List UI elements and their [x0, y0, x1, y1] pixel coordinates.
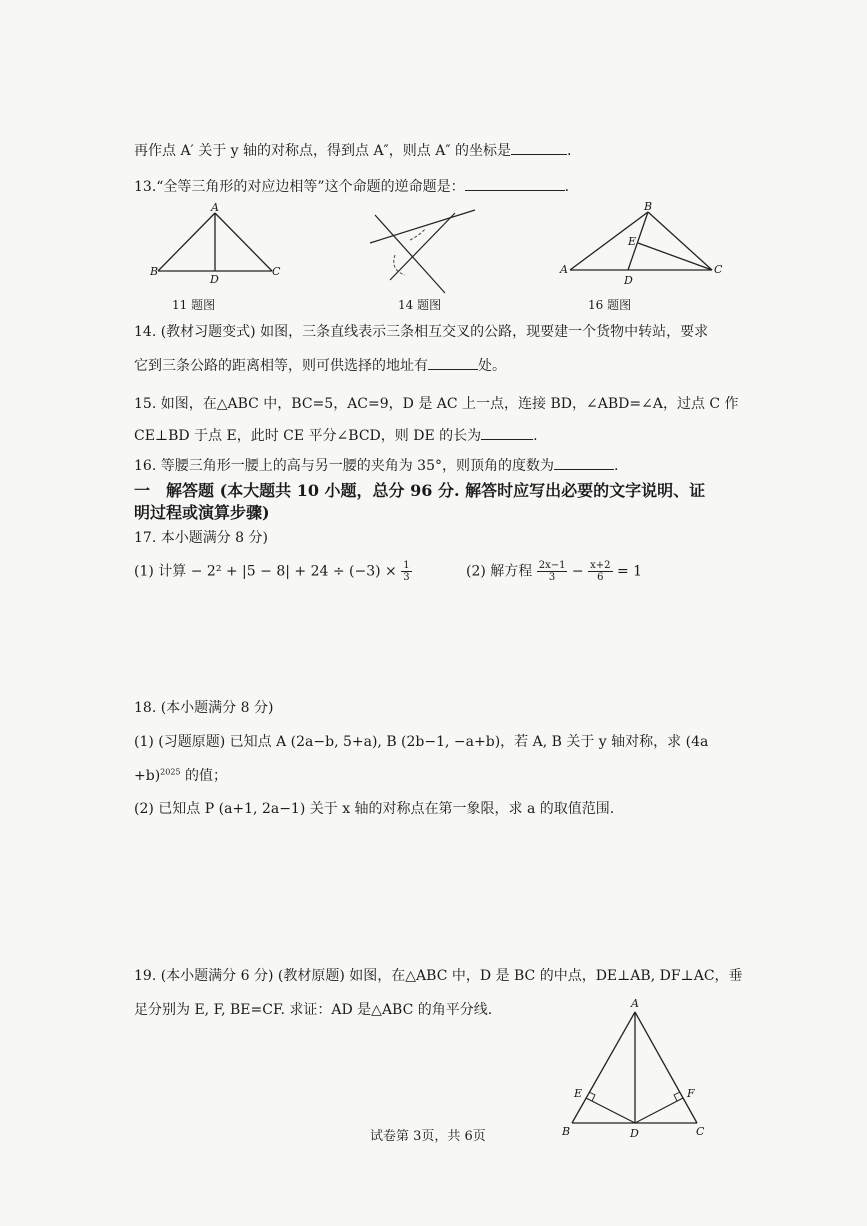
q13-text: 13.“全等三角形的对应边相等”这个命题的逆命题是： [134, 179, 465, 195]
answer-blank [465, 178, 565, 191]
label-b: B [644, 200, 653, 213]
answer-blank [511, 142, 567, 155]
q18-part2: (2) 已知点 P (a+1, 2a−1) 关于 x 轴的对称点在第一象限，求 a 的取值范围. [134, 801, 615, 817]
fraction-denominator: 6 [597, 572, 604, 583]
label-a: A [631, 997, 639, 1010]
q13 [134, 176, 569, 196]
label-b: B [562, 1125, 571, 1138]
q17-part1 [134, 560, 412, 583]
q12-end: . [567, 143, 572, 159]
q14-line1: 14. (教材习题变式) 如图，三条直线表示三条相互交叉的公路，现要建一个货物中转站，要求 [134, 324, 709, 340]
figure-19 [562, 995, 712, 1140]
q18-header: 18. (本小题满分 8 分) [134, 700, 274, 716]
q14-line2 [134, 355, 506, 375]
q15-end: . [533, 428, 538, 444]
label-a: A [560, 263, 568, 276]
caption-fig11: 11 题图 [172, 298, 216, 312]
q16 [134, 455, 618, 475]
page-footer: 试卷第 3页，共 6页 [370, 1129, 486, 1144]
figure-16 [560, 200, 730, 287]
q17-header: 17. 本小题满分 8 分) [134, 530, 268, 546]
q18-text: +b) [134, 768, 161, 784]
label-d: D [624, 274, 633, 287]
label-c: C [272, 265, 281, 278]
q17-part2-text: (2) 解方程 [466, 563, 537, 580]
q14-end: 处。 [478, 358, 506, 374]
q16-end: . [613, 458, 619, 474]
fraction-denominator: 3 [403, 572, 410, 583]
fraction [537, 560, 568, 583]
q18-part1-line2 [134, 765, 227, 785]
q19-line1: 19. (本小题满分 6 分) (教材原题) 如图，在△ABC 中，D 是 BC 的中点，DE⊥AB, DF⊥AC，垂 [134, 968, 743, 984]
fraction-numerator: 2x−1 [538, 560, 566, 571]
fraction [588, 560, 612, 583]
q15-line1: 15. 如图，在△ABC 中，BC=5，AC=9，D 是 AC 上一点，连接 BD，∠ABD=∠A，过点 C 作 [134, 396, 739, 412]
q17-part2 [466, 560, 642, 583]
minus-sign: − [567, 563, 589, 580]
label-f: F [687, 1087, 695, 1100]
fraction [401, 560, 411, 583]
q16-text: 16. 等腰三角形一腰上的高与另一腰的夹角为 35°，则顶角的度数为 [134, 458, 554, 474]
label-b: B [150, 265, 159, 278]
q15-text: CE⊥BD 于点 E，此时 CE 平分∠BCD，则 DE 的长为 [134, 428, 482, 444]
fraction-numerator: 1 [403, 560, 410, 571]
exponent: 2025 [160, 767, 181, 777]
answer-blank [481, 427, 533, 440]
section-heading-line1: 一 解答题 (本大题共 10 小题，总分 96 分. 解答时应写出必要的文字说明、证 [134, 481, 706, 500]
equals-one: = 1 [612, 563, 643, 580]
q19-line2: 足分别为 E, F, BE=CF. 求证：AD 是△ABC 的角平分线. [134, 1002, 493, 1018]
caption-fig16: 16 题图 [588, 298, 632, 312]
q18-text-end: 的值； [180, 768, 227, 784]
caption-fig14: 14 题图 [398, 298, 442, 312]
q12-text: 再作点 A′ 关于 y 轴的对称点，得到点 A″，则点 A″ 的坐标是 [134, 143, 512, 159]
q13-end: . [564, 179, 570, 195]
q18-part1-line1: (1) (习题原题) 已知点 A (2a−b, 5+a), B (2b−1, −a+b)，若 A, B 关于 y 轴对称，求 (4a [134, 734, 709, 750]
label-c: C [696, 1125, 705, 1138]
q12-tail [134, 140, 571, 160]
figure-11 [150, 201, 290, 286]
figure-14 [365, 205, 485, 295]
section-heading-line2: 明过程或演算步骤) [134, 503, 270, 522]
label-e: E [574, 1087, 583, 1100]
q14-text: 它到三条公路的距离相等，则可供选择的地址有 [134, 358, 428, 374]
label-d: D [630, 1127, 639, 1140]
answer-blank [554, 457, 614, 470]
fraction-numerator: x+2 [590, 560, 611, 571]
q15-line2 [134, 425, 538, 445]
answer-blank [428, 357, 478, 370]
label-c: C [714, 263, 723, 276]
q17-part1-text: (1) 计算 − 2² + |5 − 8| + 24 ÷ (−3) × [134, 563, 402, 580]
fraction-denominator: 3 [548, 572, 556, 583]
label-d: D [210, 273, 219, 286]
label-e: E [628, 235, 637, 248]
label-a: A [211, 201, 219, 214]
